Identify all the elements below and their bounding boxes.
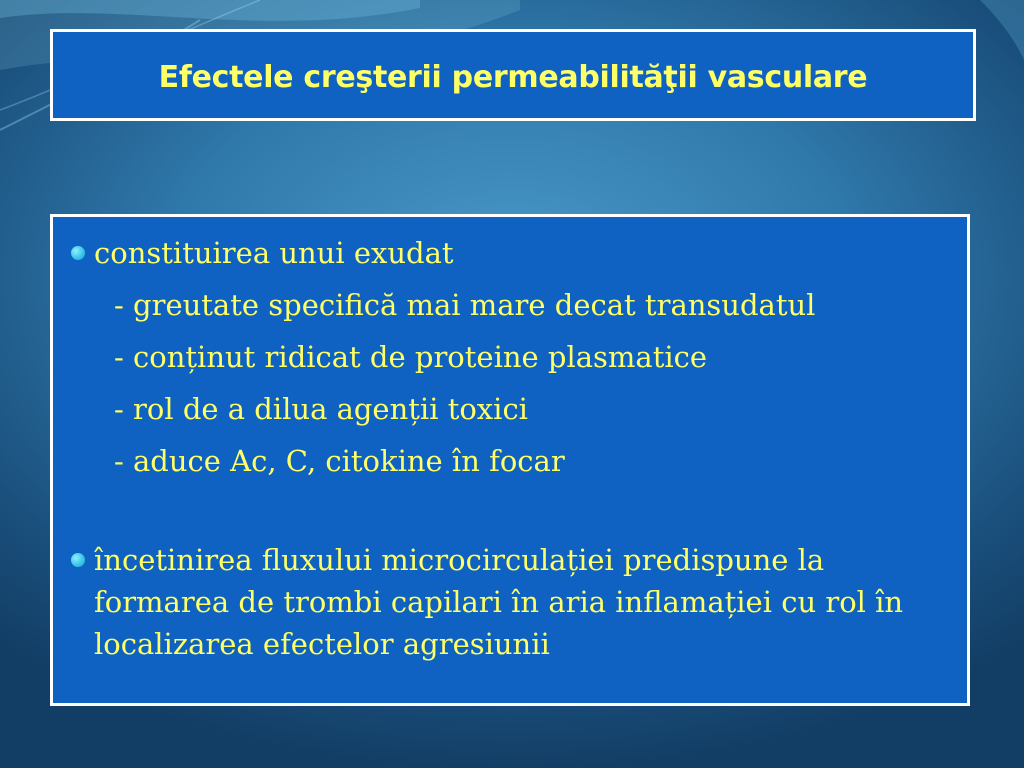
content-box [50,214,970,706]
slide-title: Efectele creşterii permeabilităţii vasculare [158,59,868,95]
spacer [71,487,951,539]
bullet-item-microcirculatie [71,539,951,665]
bullet-dot-icon [71,553,85,567]
bullet-text: constituirea unui exudat [94,236,454,270]
bullet-text: încetinirea fluxului microcirculației predispune la formarea de trombi capilari în aria inflamației cu rol în localizarea efectelor agresiunii [94,543,904,661]
sub-item: - greutate specifică mai mare decat transudatul [114,288,816,322]
sub-item: - rol de a dilua agenții toxici [114,392,528,426]
content-list [71,227,951,665]
bullet-item-exudat [71,227,951,279]
sub-item: - conținut ridicat de proteine plasmatice [114,340,708,374]
title-box [50,29,976,121]
bullet-dot-icon [71,246,85,260]
sub-item: - aduce Ac, C, citokine în focar [114,444,565,478]
